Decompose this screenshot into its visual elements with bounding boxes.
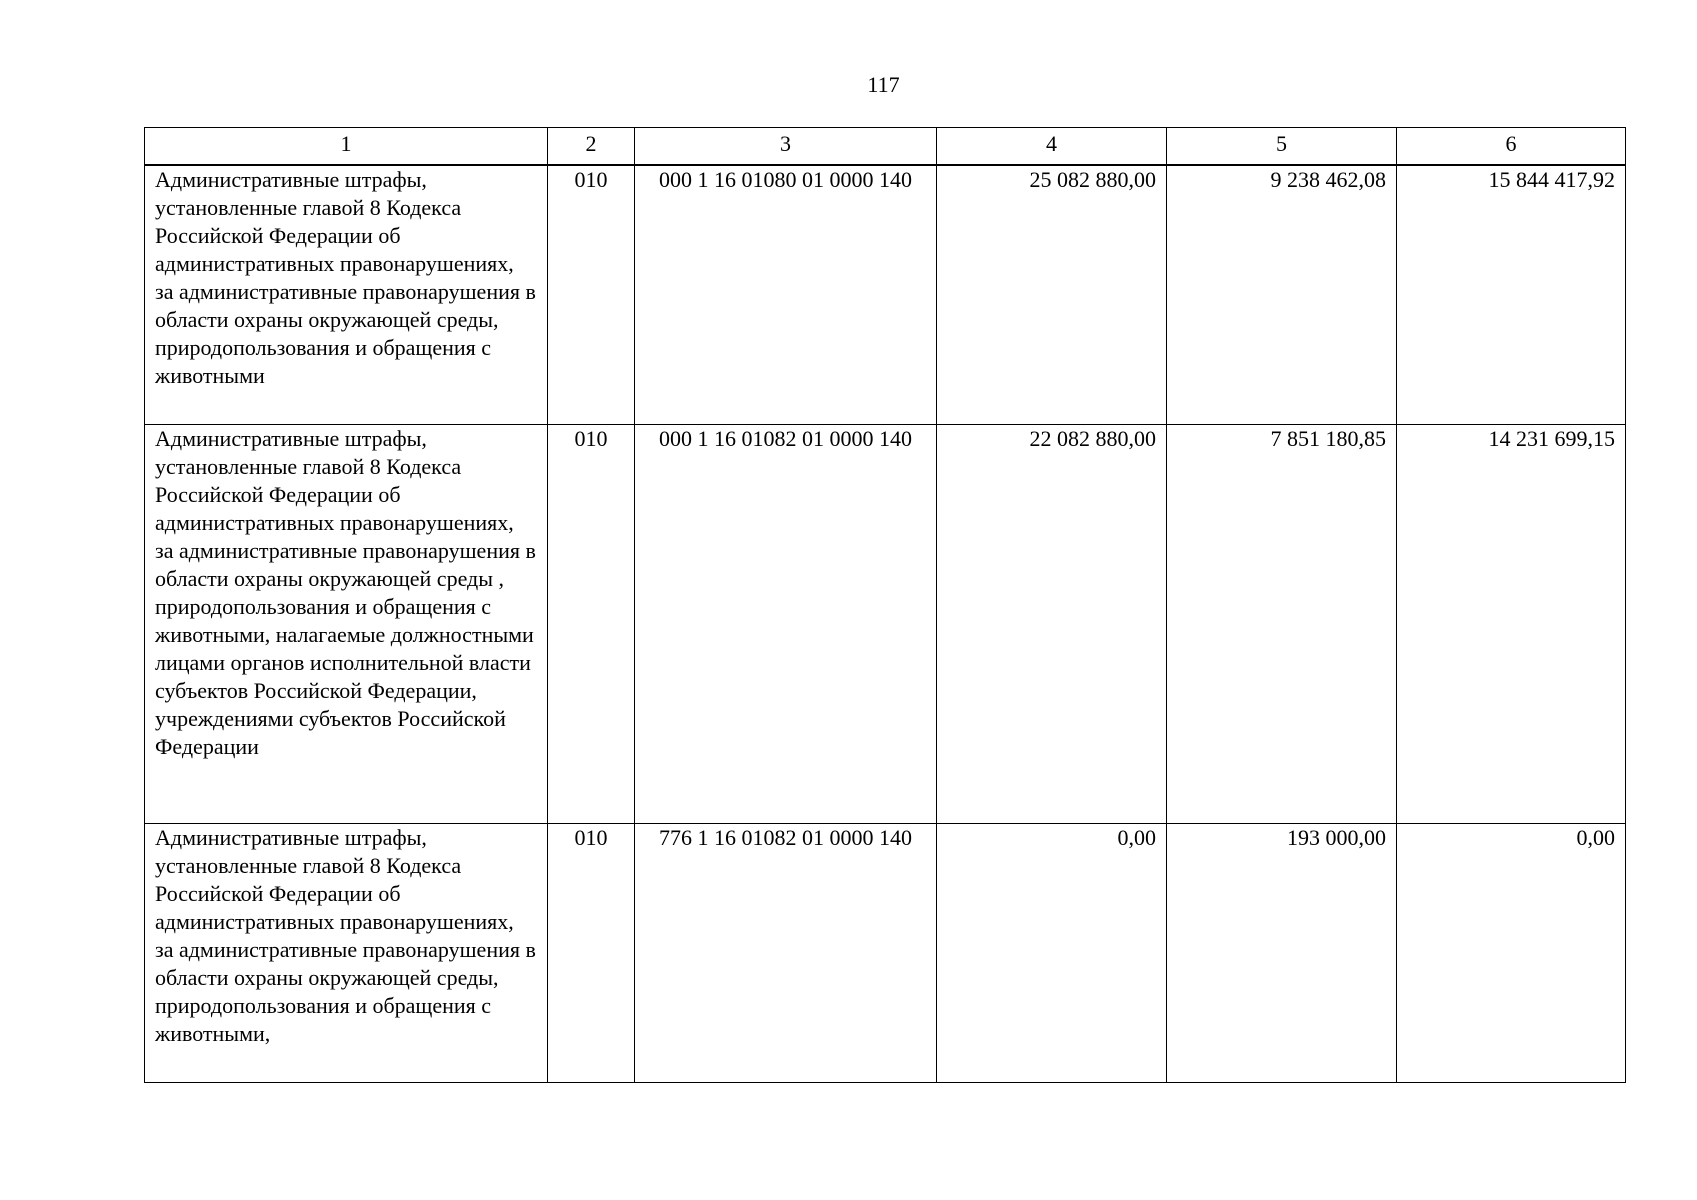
row-income-code-cell: 000 1 16 01082 01 0000 140	[635, 424, 937, 823]
row-name-cell: Административные штрафы, установленные главой 8 Кодекса Российской Федерации об административных правонарушениях, за административные правонарушения в области охраны окружающей среды, природопользования и обращения с животными,	[145, 823, 548, 1082]
row-name-cell: Административные штрафы, установленные главой 8 Кодекса Российской Федерации об административных правонарушениях, за административные правонарушения в области охраны окружающей среды , природопользования и обращения с животными, налагаемые должностными лицами органов исполнительной власти субъектов Российской Федерации, учреждениями субъектов Российской Федерации	[145, 424, 548, 823]
column-header-1: 1	[145, 128, 548, 166]
column-header-3: 3	[635, 128, 937, 166]
row-line-code-cell: 010	[548, 165, 635, 424]
row-col4-cell: 25 082 880,00	[937, 165, 1167, 424]
table-row	[145, 165, 1626, 424]
row-col5-cell: 193 000,00	[1167, 823, 1397, 1082]
row-col4-cell: 22 082 880,00	[937, 424, 1167, 823]
column-header-4: 4	[937, 128, 1167, 166]
column-header-2: 2	[548, 128, 635, 166]
row-line-code-cell: 010	[548, 823, 635, 1082]
row-income-code-cell: 776 1 16 01082 01 0000 140	[635, 823, 937, 1082]
row-line-code-cell: 010	[548, 424, 635, 823]
column-header-6: 6	[1397, 128, 1626, 166]
row-name-cell: Административные штрафы, установленные главой 8 Кодекса Российской Федерации об административных правонарушениях, за административные правонарушения в области охраны окружающей среды, природопользования и обращения с животными	[145, 165, 548, 424]
row-col6-cell: 15 844 417,92	[1397, 165, 1626, 424]
row-col6-cell: 14 231 699,15	[1397, 424, 1626, 823]
page-number: 117	[867, 72, 900, 97]
row-col5-cell: 9 238 462,08	[1167, 165, 1397, 424]
column-header-5: 5	[1167, 128, 1397, 166]
table-row	[145, 823, 1626, 1082]
row-col4-cell: 0,00	[937, 823, 1167, 1082]
table-row	[145, 424, 1626, 823]
row-col6-cell: 0,00	[1397, 823, 1626, 1082]
row-income-code-cell: 000 1 16 01080 01 0000 140	[635, 165, 937, 424]
budget-report-table	[144, 127, 1626, 1083]
header-row	[145, 128, 1626, 166]
row-col5-cell: 7 851 180,85	[1167, 424, 1397, 823]
